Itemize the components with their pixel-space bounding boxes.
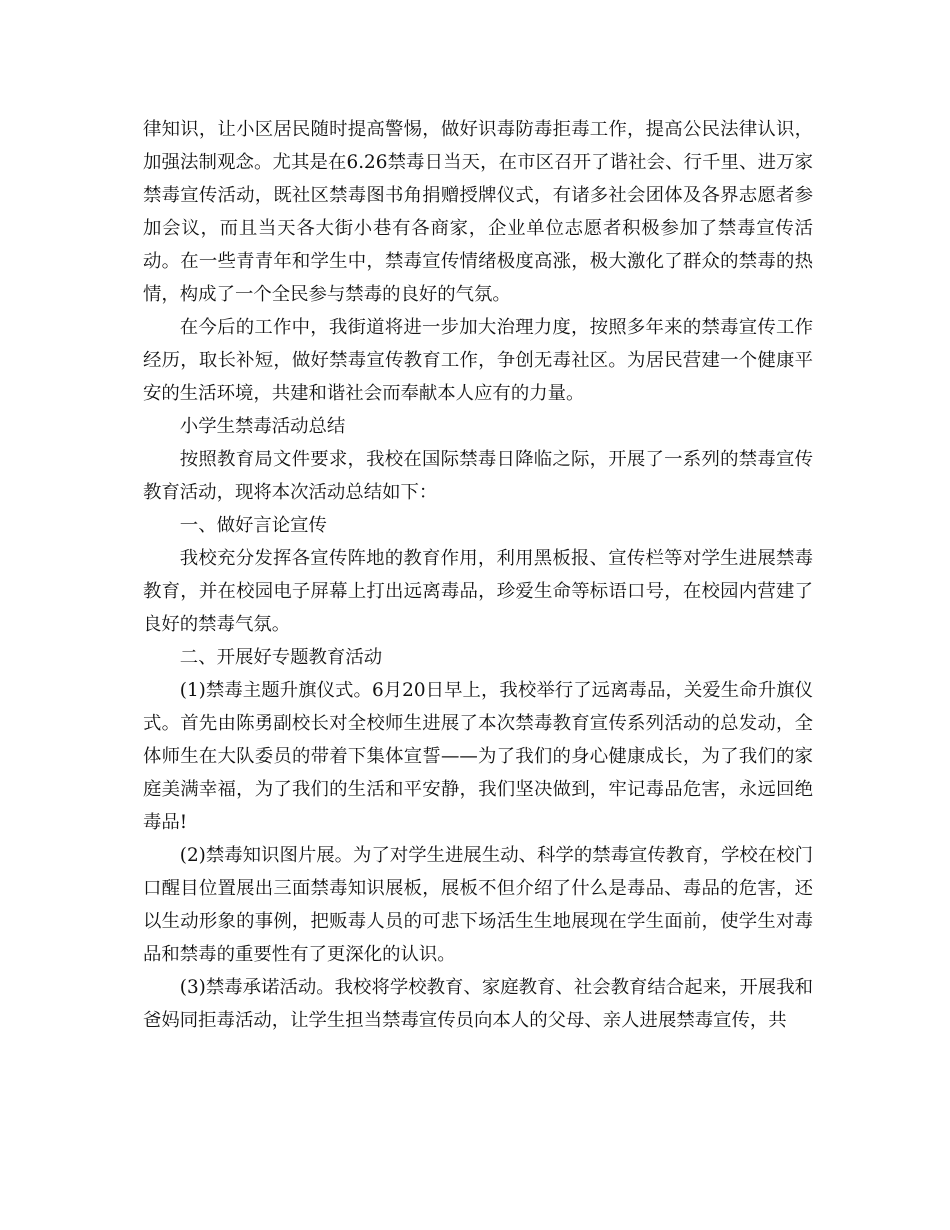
paragraph-intro: 按照教育局文件要求，我校在国际禁毒日降临之际，开展了一系列的禁毒宣传教育活动，现将本次活动总结如下： xyxy=(143,449,813,503)
paragraph-future-work: 在今后的工作中，我街道将进一步加大治理力度，按照多年来的禁毒宣传工作经历，取长补短，做好禁毒宣传教育工作，争创无毒社区。为居民营建一个健康平安的生活环境，共建和谐社会而奉献本人应有的力量。 xyxy=(143,317,813,404)
section-title: 小学生禁毒活动总结 xyxy=(179,416,346,437)
heading-special-activities: 二、开展好专题教育活动 xyxy=(179,647,383,668)
heading-propaganda: 一、做好言论宣传 xyxy=(179,515,327,536)
paragraph-pledge-activity: (3)禁毒承诺活动。我校将学校教育、家庭教育、社会教育结合起来，开展我和爸妈同拒毒活动，让学生担当禁毒宣传员向本人的父母、亲人进展禁毒宣传，共 xyxy=(143,977,813,1031)
paragraph-propaganda: 我校充分发挥各宣传阵地的教育作用，利用黑板报、宣传栏等对学生进展禁毒教育，并在校园电子屏幕上打出远离毒品，珍爱生命等标语口号，在校园内营建了良好的禁毒气氛。 xyxy=(143,548,813,635)
paragraph-law-knowledge: 律知识，让小区居民随时提高警惕，做好识毒防毒拒毒工作，提高公民法律认识，加强法制观念。尤其是在6.26禁毒日当天，在市区召开了谐社会、行千里、进万家禁毒宣传活动，既社区禁毒图书角捐赠授牌仪式，有诸多社会团体及各界志愿者参加会议，而且当天各大街小巷有各商家，企业单位志愿者积极参加了禁毒宣传活动。在一些青青年和学生中，禁毒宣传情绪极度高涨，极大激化了群众的禁毒的热情，构成了一个全民参与禁毒的良好的气氛。 xyxy=(143,119,813,305)
paragraph-flag-ceremony: (1)禁毒主题升旗仪式。6月20日早上，我校举行了远离毒品，关爱生命升旗仪式。首先由陈勇副校长对全校师生进展了本次禁毒教育宣传系列活动的总发动，全体师生在大队委员的带着下集体宣誓——为了我们的身心健康成长，为了我们的家庭美满幸福，为了我们的生活和平安静，我们坚决做到，牢记毒品危害，永远回绝毒品! xyxy=(143,680,813,833)
document-body xyxy=(143,113,813,1037)
paragraph-photo-exhibit: (2)禁毒知识图片展。为了对学生进展生动、科学的禁毒宣传教育，学校在校门口醒目位置展出三面禁毒知识展板，展板不但介绍了什么是毒品、毒品的危害，还以生动形象的事例，把贩毒人员的可悲下场活生生地展现在学生面前，使学生对毒品和禁毒的重要性有了更深化的认识。 xyxy=(143,845,813,965)
